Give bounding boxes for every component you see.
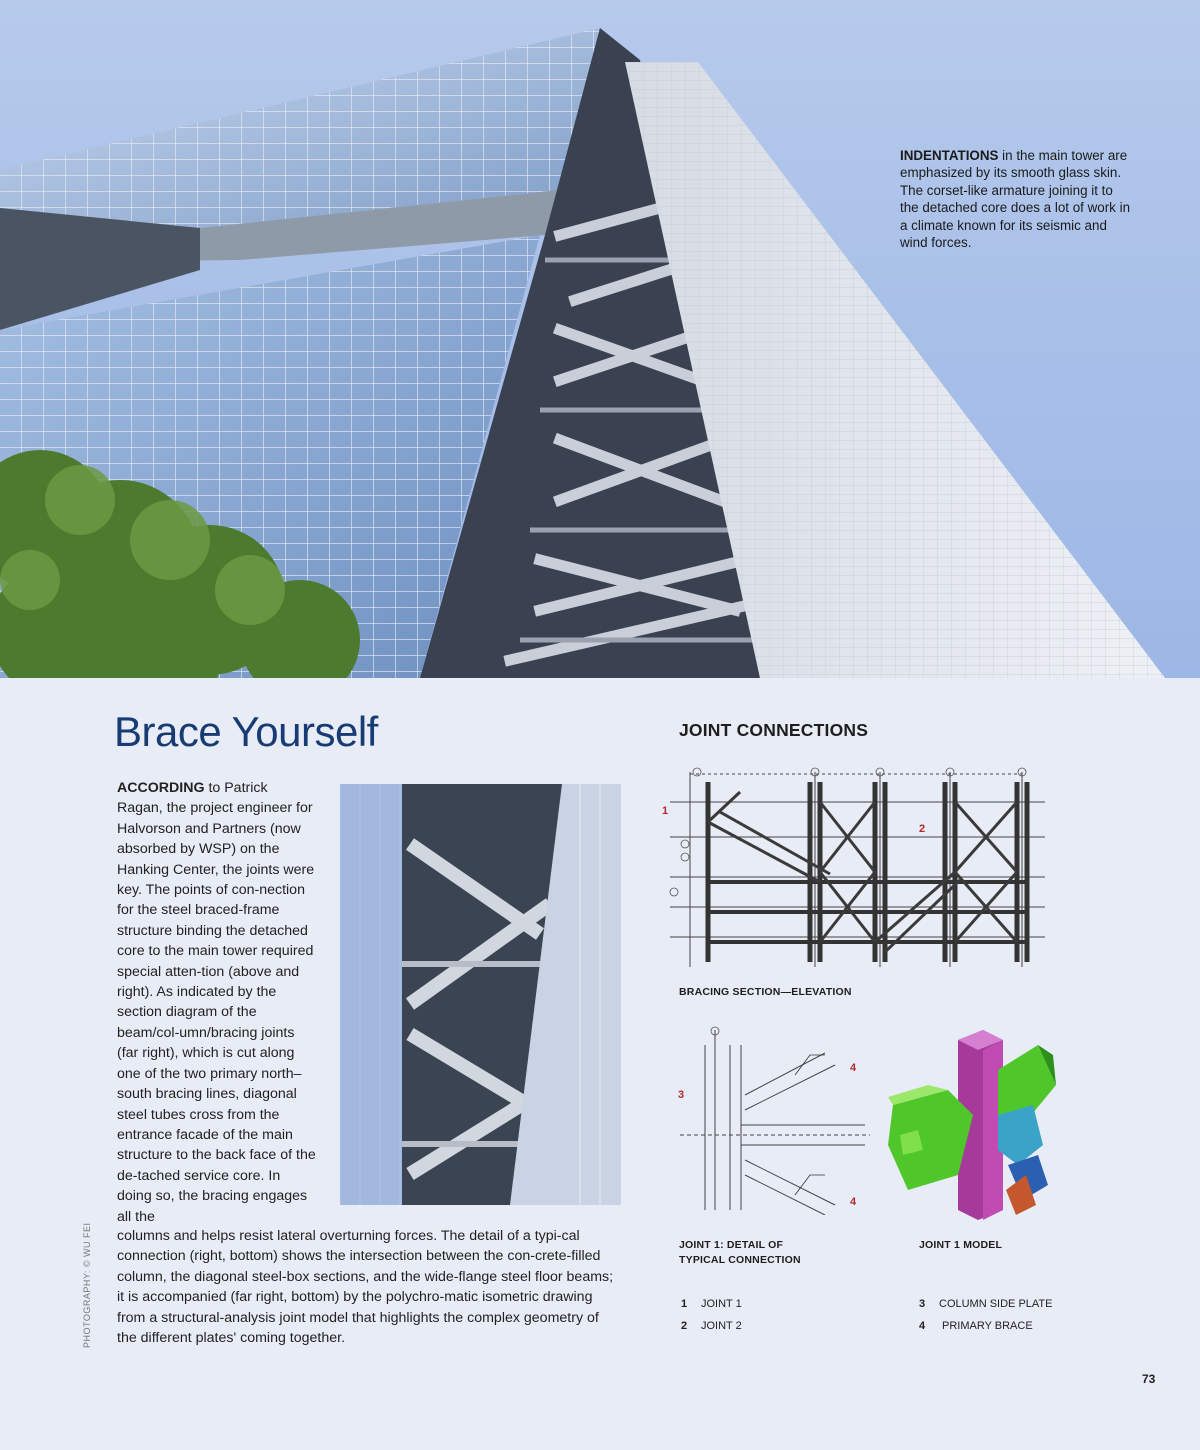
hero-caption-lead: INDENTATIONS	[900, 148, 999, 163]
elevation-caption: BRACING SECTION—ELEVATION	[679, 986, 852, 998]
article-body-wide: columns and helps resist lateral overturning forces. The detail of a typi-cal connection (right, bottom) shows the intersection between the con-crete-filled column, the diagonal steel-box sections, and the wide-flange steel floor beams; it is accompanied (far right, bottom) by the polychro-matic isometric drawing from a structural-analysis joint model that highlights the complex geometry of the different plates' coming together.	[117, 1228, 614, 1347]
hero-caption-text: in the main tower are emphasized by its smooth glass skin. The corset-like armature joining it to the detached core does a lot of work in a climate known for its seismic and wind forces.	[900, 148, 1131, 251]
callout-4-top: 4	[850, 1062, 857, 1074]
photo-credit: PHOTOGRAPHY: © WU FEI	[82, 1222, 92, 1348]
legend-item-1	[681, 1298, 742, 1310]
page-number: 73	[1142, 1372, 1156, 1386]
callout-1-elevation: 1	[662, 805, 669, 817]
article-lead-word: ACCORDING	[117, 780, 205, 796]
joint-detail-caption	[679, 1238, 801, 1268]
joint-model-diagram	[888, 1025, 1063, 1220]
tower-illustration	[0, 0, 1200, 678]
joint-detail-caption-line1: JOINT 1: DETAIL OF	[679, 1239, 784, 1251]
legend-label-3: COLUMN SIDE PLATE	[939, 1298, 1053, 1310]
article-title: Brace Yourself	[114, 708, 378, 755]
legend-item-4	[919, 1320, 1033, 1332]
joint-detail-caption-line2: TYPICAL CONNECTION	[679, 1254, 801, 1266]
legend-num-4: 4	[919, 1320, 926, 1332]
article-body-narrow-text: to Patrick Ragan, the project engineer for Halvorson and Partners (now absorbed by WSP) on the Hanking Center, the joints were key. The points of con-nection for the steel braced-frame structure binding the detached core to the main tower required special atten-tion (above and right). As indicated by the section diagram of the beam/col-umn/bracing joints (far right), which is cut along one of the two primary north–south bracing lines, diagonal steel tubes cross from the entrance facade of the main structure to the back face of the de-tached service core. In doing so, the bracing engages all the	[117, 780, 316, 1225]
legend-num-1: 1	[681, 1298, 688, 1310]
hero-photo	[0, 0, 1200, 678]
legend-label-4: PRIMARY BRACE	[942, 1320, 1033, 1332]
legend-item-2	[681, 1320, 742, 1332]
legend-item-3	[919, 1298, 1053, 1310]
callout-2-elevation: 2	[919, 823, 926, 835]
article-body-column	[117, 778, 317, 1227]
joint-detail-diagram	[675, 1025, 875, 1215]
joint-model-caption: JOINT 1 MODEL	[919, 1239, 1003, 1251]
legend-label-2: JOINT 2	[701, 1320, 742, 1332]
bracing-elevation-diagram	[660, 762, 1060, 972]
inset-bracing-photo	[340, 784, 621, 1205]
legend-label-1: JOINT 1	[701, 1298, 742, 1310]
callout-3: 3	[678, 1089, 685, 1101]
hero-caption	[900, 147, 1130, 251]
joint-connections-title: JOINT CONNECTIONS	[679, 720, 869, 740]
legend-num-2: 2	[681, 1320, 688, 1332]
callout-4-bottom: 4	[850, 1196, 857, 1208]
legend-num-3: 3	[919, 1298, 926, 1310]
